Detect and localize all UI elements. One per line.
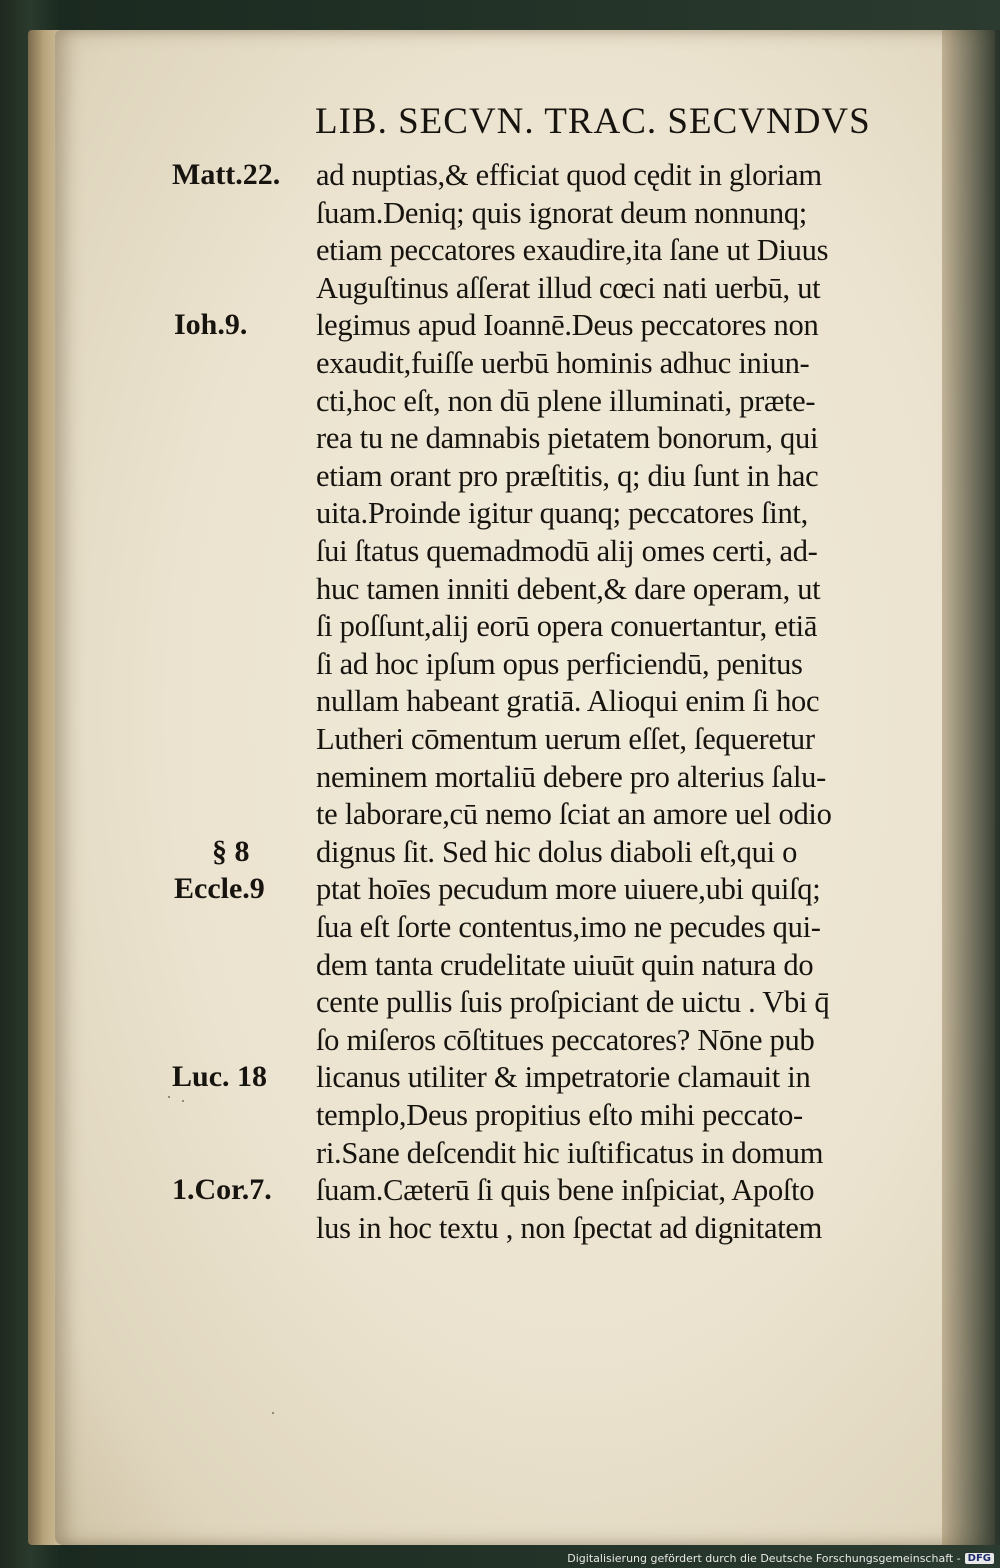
text-line: uita.Proinde igitur quanq; peccatores ſint, bbox=[316, 496, 808, 531]
text-line: etiam orant pro præſtitis, q; diu ſunt in hac bbox=[316, 458, 819, 493]
marginal-note: § 8 bbox=[212, 834, 250, 868]
text-line: cente pullis ſuis proſpiciant de uictu . Vbi q̄ bbox=[316, 985, 830, 1020]
text-line: dignus ſit. Sed hic dolus diaboli eſt,qui o bbox=[316, 834, 798, 869]
text-line: ſuam.Deniq; quis ignorat deum nonnunq; bbox=[316, 195, 807, 230]
text-line: ſi ad hoc ipſum opus perficiendū, penitus bbox=[316, 646, 803, 681]
footer-credit-text: Digitalisierung gefördert durch die Deutsche Forschungsgemeinschaft - bbox=[567, 1552, 961, 1565]
text-line: te laborare,cū nemo ſciat an amore uel odio bbox=[316, 797, 832, 832]
text-line: cti,hoc eſt, non dū plene illuminati, præte- bbox=[316, 383, 816, 418]
text-line: ſi poſſunt,alij eorū opera conuertantur, etiā bbox=[316, 609, 818, 644]
running-head: LIB. SECVN. TRAC. SECVNDVS bbox=[315, 101, 871, 142]
text-line: licanus utiliter & impetratorie clamauit in bbox=[316, 1060, 811, 1095]
text-line: exaudit,fuiſſe uerbū hominis adhuc iniun- bbox=[316, 346, 810, 380]
text-line: legimus apud Ioannē.Deus peccatores non bbox=[316, 308, 819, 343]
text-line: lus in hoc textu , non ſpectat ad dignitatem bbox=[316, 1210, 823, 1245]
text-line: dem tanta crudelitate uiuūt quin natura do bbox=[316, 947, 814, 982]
text-line: ad nuptias,& efficiat quod cędit in gloriam bbox=[316, 158, 822, 192]
text-line: Auguſtinus aſſerat illud cœci nati uerbū, ut bbox=[316, 270, 821, 305]
text-line: Lutheri cōmentum uerum eſſet, ſequeretur bbox=[316, 722, 815, 756]
dfg-logo: DFG bbox=[965, 1553, 994, 1564]
gutter-shadow bbox=[942, 30, 1000, 1545]
text-line: neminem mortaliū debere pro alterius ſalu- bbox=[316, 759, 826, 794]
text-line: rea tu ne damnabis pietatem bonorum, qui bbox=[316, 421, 819, 456]
marginal-note: Luc. 18 bbox=[172, 1060, 268, 1094]
marginal-note: Ioh.9. bbox=[174, 308, 248, 342]
paper-speck bbox=[168, 1096, 170, 1098]
text-line: etiam peccatores exaudire,ita ſane ut Diuus bbox=[316, 233, 829, 268]
paper-speck bbox=[272, 1412, 274, 1414]
footer-credit bbox=[567, 1552, 994, 1565]
text-line: ri.Sane deſcendit hic iuſtificatus in domum bbox=[316, 1135, 824, 1170]
paper-speck bbox=[182, 1100, 184, 1102]
text-line: templo,Deus propitius eſto mihi peccato- bbox=[316, 1098, 803, 1132]
text-line: ſui ſtatus quemadmodū alij omes certi, ad- bbox=[316, 534, 818, 568]
text-line: ſo miſeros cōſtitues peccatores? Nōne pub bbox=[316, 1022, 815, 1057]
text-line: ptat hoīes pecudum more uiuere,ubi quiſq; bbox=[316, 872, 821, 907]
text-line: huc tamen inniti debent,& dare operam, ut bbox=[316, 571, 821, 606]
text-line: nullam habeant gratiā. Alioqui enim ſi hoc bbox=[316, 684, 820, 719]
marginal-note: 1.Cor.7. bbox=[172, 1173, 272, 1207]
text-line: ſua eſt ſorte contentus,imo ne pecudes qui- bbox=[316, 910, 821, 944]
text-line: ſuam.Cæterū ſi quis bene inſpiciat, Apoſto bbox=[316, 1173, 815, 1208]
marginal-note: Eccle.9 bbox=[174, 872, 265, 906]
marginal-note: Matt.22. bbox=[172, 158, 281, 191]
